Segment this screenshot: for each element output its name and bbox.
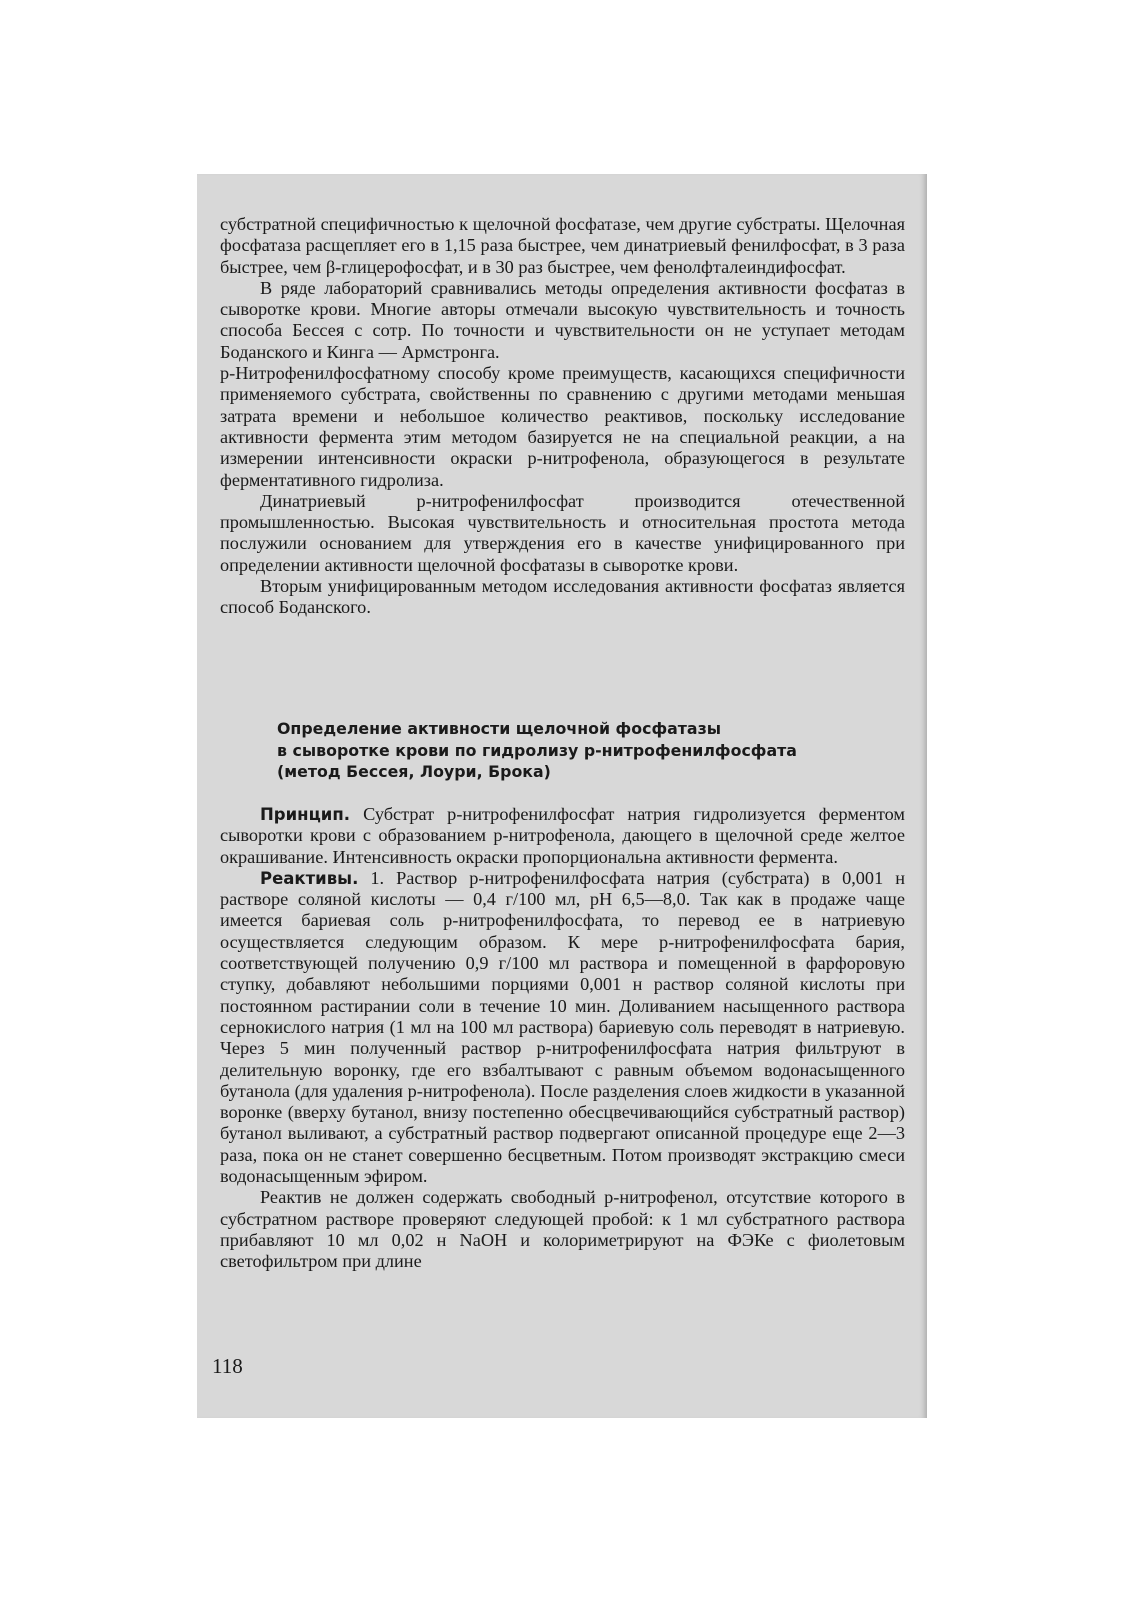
principle-label: Принцип. [260,805,351,824]
heading-line: (метод Бессея, Лоури, Брока) [277,762,551,781]
section-heading [277,718,897,783]
reagents-paragraph [220,868,905,1187]
heading-line: в сыворотке крови по гидролизу р-нитрофенилфосфата [277,740,797,760]
body-text-top [220,214,905,619]
principle-paragraph [220,804,905,868]
principle-text: Субстрат р-нитрофенилфосфат натрия гидролизуется ферментом сыворотки крови с образованием р-нитрофенола, дающего в щелочной среде желтое окрашивание. Интенсивность окраски пропорциональна активности фермента. [220,804,905,867]
page-number: 118 [212,1354,243,1378]
paragraph: р-Нитрофенилфосфатному способу кроме преимуществ, касающихся специфичности применяемого субстрата, свойственны по сравнению с другими методами меньшая затрата времени и небольшое количество реактивов, поскольку исследование активности фермента этим методом базируется не на специальной реакции, а на измерении интенсивности окраски р-нитрофенола, образующегося в результате ферментативного гидролиза. [220,363,905,490]
paragraph: Реактив не должен содержать свободный р-нитрофенол, отсутствие которого в субстратном растворе проверяют следующей пробой: к 1 мл субстратного раствора прибавляют 10 мл 0,02 н NaOH и колориметрируют на ФЭКе с фиолетовым светофильтром при длине [220,1187,905,1272]
paragraph: субстратной специфичностью к щелочной фосфатазе, чем другие субстраты. Щелочная фосфатаза расщепляет его в 1,15 раза быстрее, чем динатриевый фенилфосфат, в 3 раза быстрее, чем β-глицерофосфат, и в 30 раз быстрее, чем фенолфталеиндифосфат. [220,214,905,277]
reagents-text: 1. Раствор р-нитрофенилфосфата натрия (субстрата) в 0,001 н растворе соляной кислоты — 0,4 г/100 мл, рН 6,5—8,0. Так как в продаже чаще имеется бариевая соль р-нитрофенилфосфата, то перевод ее в натриевую осуществляется следующим образом. К мере р-нитрофенилфосфата бария, соответствующей получению 0,9 г/100 мл раствора и помещенной в фарфоровую ступку, добавляют небольшими порциями 0,001 н раствор соляной кислоты при постоянном растирании соли в течение 10 мин. Доливанием насыщенного раствора сернокислого натрия (1 мл на 100 мл раствора) бариевую соль переводят в натриевую. Через 5 мин полученный раствор р-нитрофенилфосфата натрия фильтруют в делительную воронку, где его взбалтывают с равным объемом водонасыщенного бутанола (для удаления р-нитрофенола). После разделения слоев жидкости в указанной воронке (вверху бутанол, внизу постепенно обесцвечивающийся субстратный раствор) бутанол выливают, а субстратный раствор подвергают описанной процедуре еще 2—3 раза, пока он не станет совершенно бесцветным. Потом производят экстракцию смеси водонасыщенным эфиром. [220,867,905,1187]
paragraph: Динатриевый р-нитрофенилфосфат производится отечественной промышленностью. Высокая чувствительность и относительная простота метода послужили основанием для утверждения его в качестве унифицированного при определении активности щелочной фосфатазы в сыворотке крови. [220,490,905,575]
reagents-label: Реактивы. [260,868,359,888]
scanned-page [197,174,927,1418]
paragraph: Вторым унифицированным методом исследования активности фосфатаз является способ Боданского. [220,576,905,618]
paragraph: В ряде лабораторий сравнивались методы определения активности фосфатаз в сыворотке крови. Многие авторы отмечали высокую чувствительность и точность способа Бессея с сотр. По точности и чувствительности он не уступает методам Боданского и Кинга — Армстронга. [220,277,905,362]
body-text-bottom [220,804,905,1273]
heading-line: Определение активности щелочной фосфатазы [277,719,722,738]
